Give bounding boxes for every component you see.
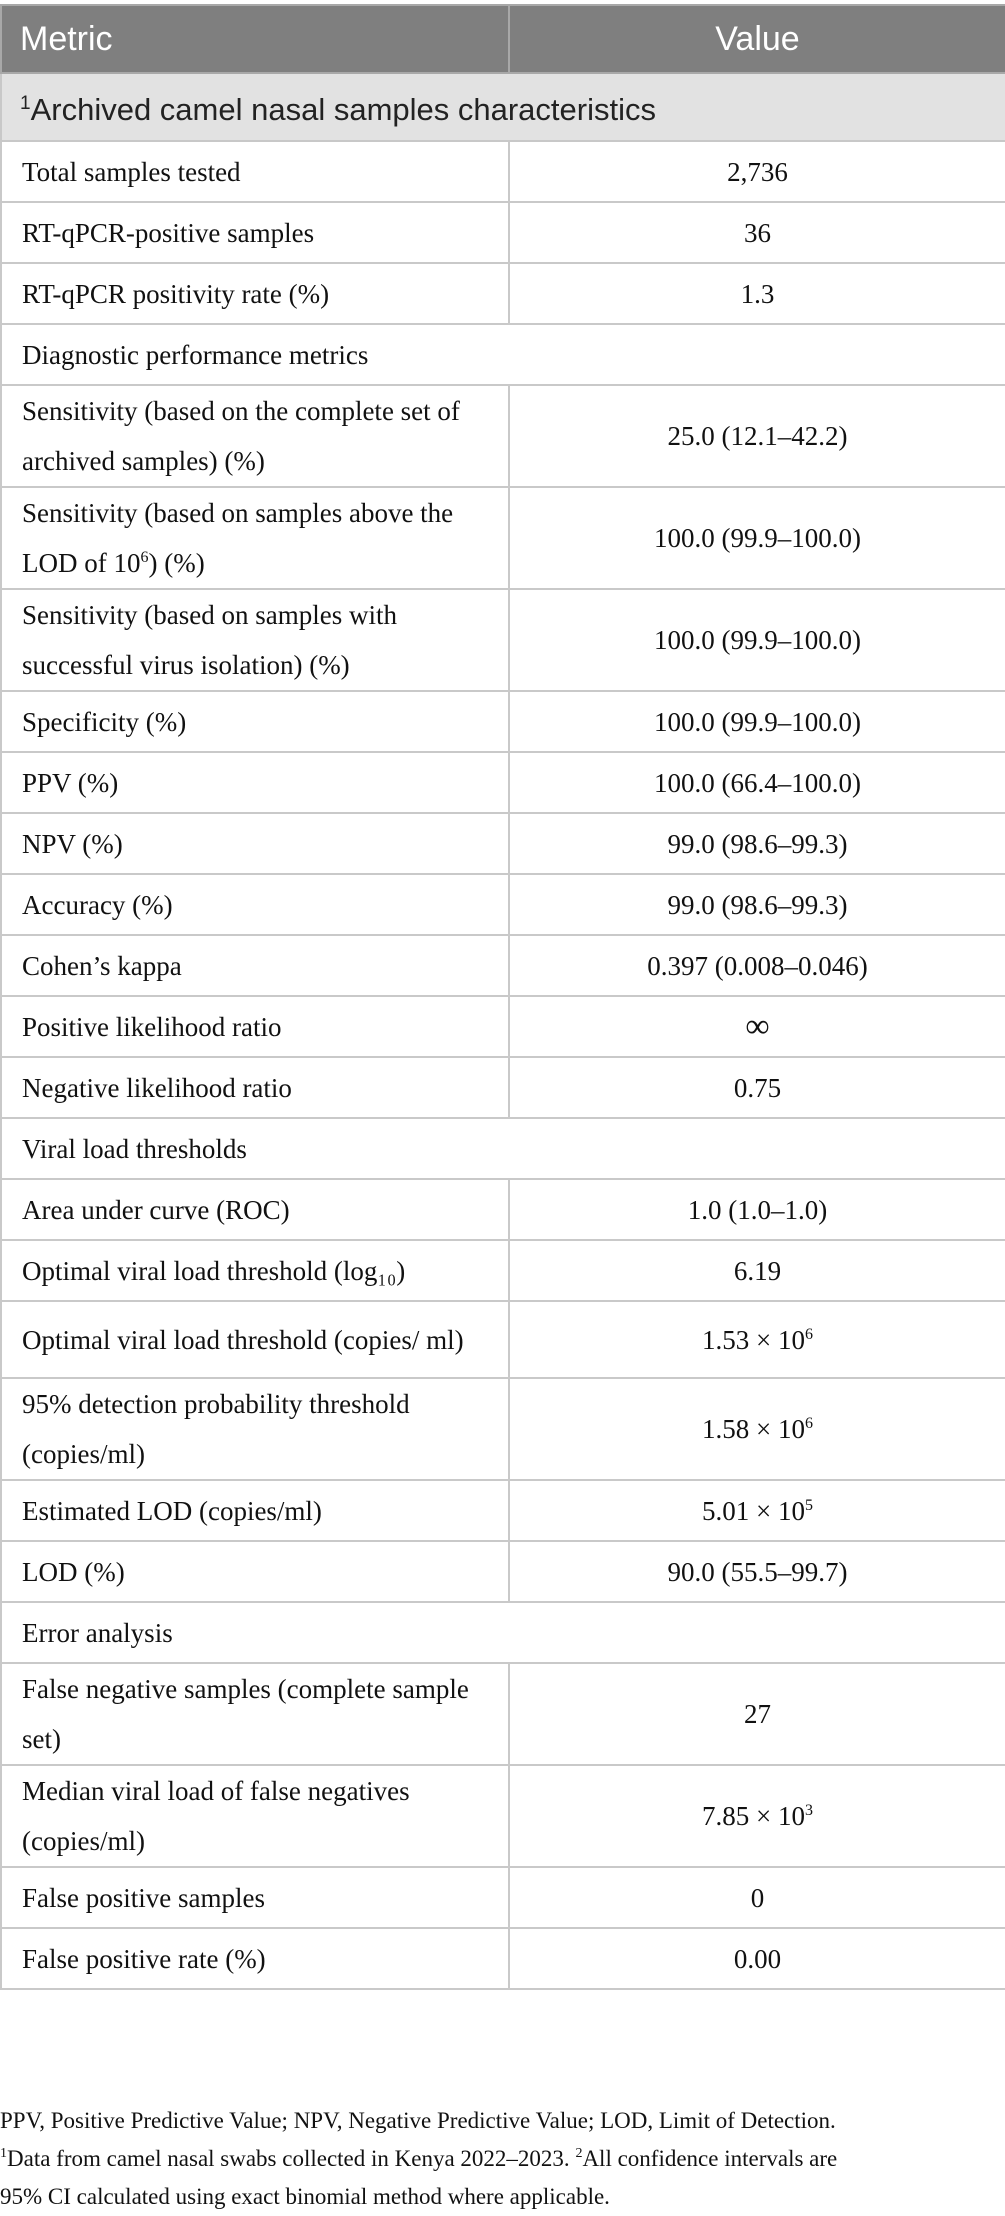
metric-cell: Specificity (%) <box>1 691 509 752</box>
subsection-row <box>1 1118 1005 1179</box>
value-cell: 36 <box>509 202 1005 263</box>
footnote-abbreviations: PPV, Positive Predictive Value; NPV, Negative Predictive Value; LOD, Limit of Detection. <box>0 2108 836 2133</box>
metric-cell <box>1 487 509 589</box>
value-cell: 100.0 (99.9–100.0) <box>509 691 1005 752</box>
value-cell: 2,736 <box>509 141 1005 202</box>
table-row <box>1 1057 1005 1118</box>
table-row <box>1 1378 1005 1480</box>
table-row <box>1 1179 1005 1240</box>
table-row <box>1 1541 1005 1602</box>
metric-cell: Median viral load of false negatives (copies/ml) <box>1 1765 509 1867</box>
table-row <box>1 1663 1005 1765</box>
footnote-marker-1: 1 <box>0 2146 7 2161</box>
table-row <box>1 385 1005 487</box>
metric-cell: Area under curve (ROC) <box>1 1179 509 1240</box>
table-row <box>1 996 1005 1057</box>
table-row <box>1 691 1005 752</box>
header-value: Value <box>509 5 1005 73</box>
table-row <box>1 1928 1005 1989</box>
header-metric: Metric <box>1 5 509 73</box>
table-row <box>1 1301 1005 1378</box>
metric-cell: False positive rate (%) <box>1 1928 509 1989</box>
footnote-data-source <box>0 2140 1005 2178</box>
section-footnote-marker: 1 <box>20 93 31 114</box>
metric-cell: LOD (%) <box>1 1541 509 1602</box>
metric-cell: Optimal viral load threshold (log₁₀) <box>1 1240 509 1301</box>
metric-cell: 95% detection probability threshold (copies/ml) <box>1 1378 509 1480</box>
table-row <box>1 874 1005 935</box>
metrics-table <box>0 4 1005 1990</box>
table-row <box>1 935 1005 996</box>
section-header-row <box>1 73 1005 141</box>
metric-cell: Negative likelihood ratio <box>1 1057 509 1118</box>
table-row <box>1 1480 1005 1541</box>
metric-cell: RT-qPCR positivity rate (%) <box>1 263 509 324</box>
value-exponent: 6 <box>804 1415 813 1432</box>
value-cell: 99.0 (98.6–99.3) <box>509 813 1005 874</box>
value-exponent: 6 <box>804 1325 813 1343</box>
subsection-title: Viral load thresholds <box>1 1118 1005 1179</box>
subsection-row <box>1 324 1005 385</box>
value-cell: 6.19 <box>509 1240 1005 1301</box>
metric-text: Sensitivity (based on samples above the LOD of 10 <box>22 498 454 578</box>
value-cell: 27 <box>509 1663 1005 1765</box>
table-row <box>1 1867 1005 1928</box>
metric-cell: Positive likelihood ratio <box>1 996 509 1057</box>
table-row <box>1 813 1005 874</box>
metric-cell: Optimal viral load threshold (copies/ ml) <box>1 1301 509 1378</box>
metric-exponent: 6 <box>140 549 149 566</box>
metric-cell: Sensitivity (based on samples with successful virus isolation) (%) <box>1 589 509 691</box>
subsection-title: Error analysis <box>1 1602 1005 1663</box>
table-row <box>1 141 1005 202</box>
value-cell: 0.397 (0.008–0.046) <box>509 935 1005 996</box>
value-text: 1.58 × 10 <box>702 1414 805 1444</box>
metric-text-after: ) (%) <box>148 548 205 578</box>
value-text: 1.53 × 10 <box>702 1324 805 1355</box>
value-text: 5.01 × 10 <box>702 1495 805 1526</box>
subsection-title: Diagnostic performance metrics <box>1 324 1005 385</box>
metric-cell: Estimated LOD (copies/ml) <box>1 1480 509 1541</box>
table-header-row <box>1 5 1005 73</box>
value-exponent: 3 <box>804 1802 813 1819</box>
value-cell: ∞ <box>509 996 1005 1057</box>
table-row <box>1 263 1005 324</box>
value-cell: 100.0 (99.9–100.0) <box>509 487 1005 589</box>
value-cell: 0.00 <box>509 1928 1005 1989</box>
value-cell <box>509 1480 1005 1541</box>
table-row <box>1 487 1005 589</box>
metric-cell: False negative samples (complete sample set) <box>1 1663 509 1765</box>
value-cell: 1.3 <box>509 263 1005 324</box>
value-cell: 1.0 (1.0–1.0) <box>509 1179 1005 1240</box>
value-cell: 0 <box>509 1867 1005 1928</box>
metric-cell: RT-qPCR-positive samples <box>1 202 509 263</box>
metric-cell: Total samples tested <box>1 141 509 202</box>
footnote-ci-method: 95% CI calculated using exact binomial method where applicable. <box>0 2184 610 2209</box>
value-cell: 99.0 (98.6–99.3) <box>509 874 1005 935</box>
value-cell: 90.0 (55.5–99.7) <box>509 1541 1005 1602</box>
subsection-row <box>1 1602 1005 1663</box>
metric-cell: False positive samples <box>1 1867 509 1928</box>
table-row <box>1 1240 1005 1301</box>
metric-cell: Accuracy (%) <box>1 874 509 935</box>
footnote-text: All confidence intervals are <box>582 2146 838 2171</box>
table-row <box>1 589 1005 691</box>
value-exponent: 5 <box>804 1496 813 1514</box>
value-cell <box>509 1301 1005 1378</box>
value-text: 7.85 × 10 <box>702 1801 805 1831</box>
metric-cell: Sensitivity (based on the complete set of archived samples) (%) <box>1 385 509 487</box>
value-cell <box>509 1378 1005 1480</box>
footnote-text: Data from camel nasal swabs collected in Kenya 2022–2023. <box>7 2146 576 2171</box>
section-title-cell <box>1 73 1005 141</box>
value-cell: 0.75 <box>509 1057 1005 1118</box>
value-cell: 25.0 (12.1–42.2) <box>509 385 1005 487</box>
metric-cell: PPV (%) <box>1 752 509 813</box>
table-row <box>1 202 1005 263</box>
value-cell <box>509 1765 1005 1867</box>
footnote-marker-2: 2 <box>575 2146 583 2161</box>
metric-cell: Cohen’s kappa <box>1 935 509 996</box>
value-cell: 100.0 (66.4–100.0) <box>509 752 1005 813</box>
table-row <box>1 1765 1005 1867</box>
value-cell: 100.0 (99.9–100.0) <box>509 589 1005 691</box>
table-row <box>1 752 1005 813</box>
metric-cell: NPV (%) <box>1 813 509 874</box>
section-title: Archived camel nasal samples characteristics <box>30 92 656 127</box>
table-footnotes <box>0 2102 1005 2216</box>
